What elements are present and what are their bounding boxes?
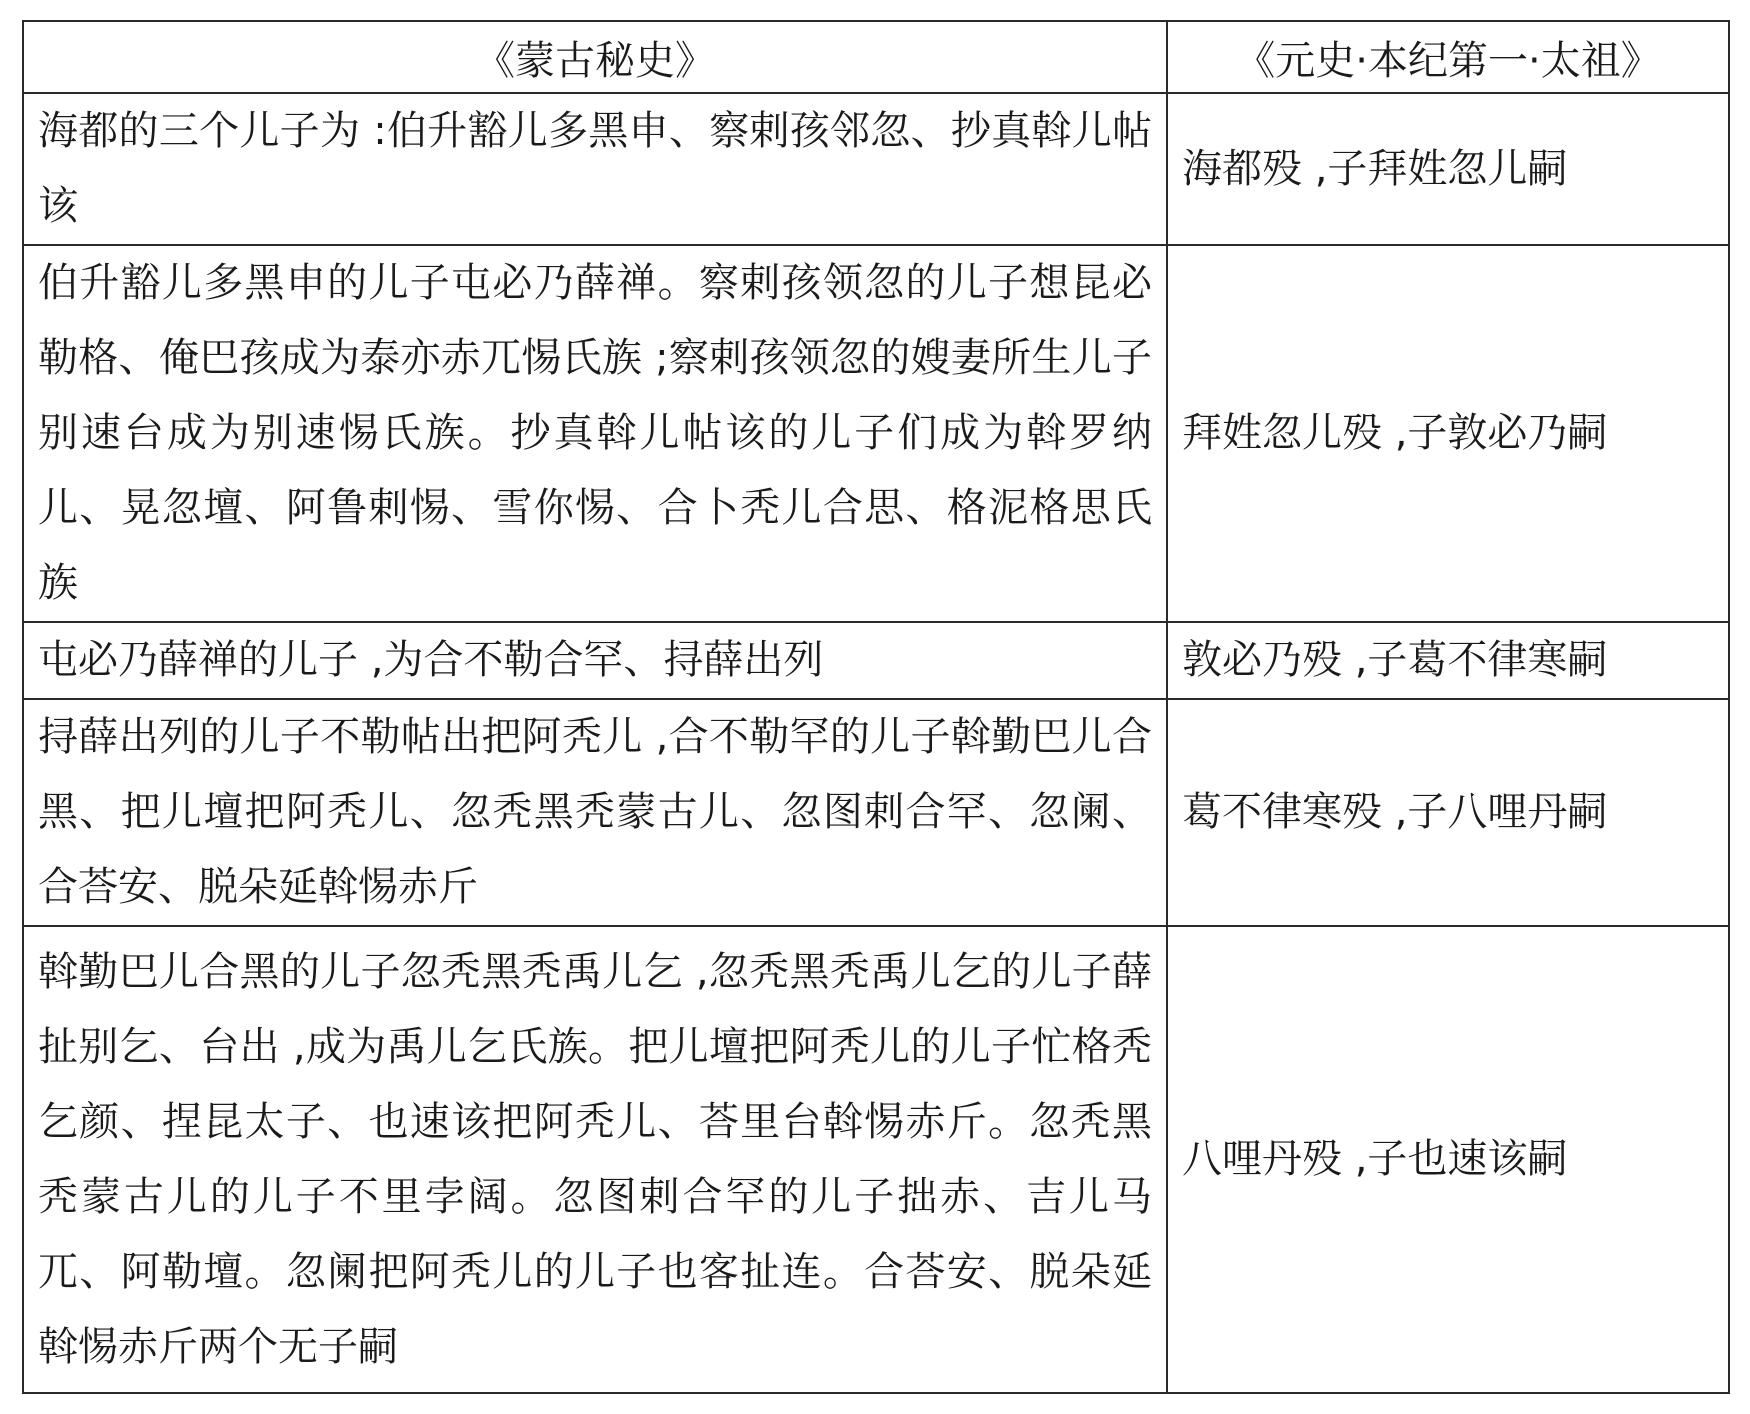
header-row: [23, 21, 1729, 93]
secret-history-cell: 挦薛出列的儿子不勒帖出把阿秃儿 ,合不勒罕的儿子斡勤巴儿合黑、把儿壇把阿秃儿、忽秃黑秃蒙古儿、忽图剌合罕、忽阑、合荅安、脱朵延斡惕赤斤: [23, 699, 1167, 926]
yuan-history-cell: 葛不律寒殁 ,子八哩丹嗣: [1167, 699, 1729, 926]
genealogy-comparison-table: [22, 20, 1730, 1394]
table-row: [23, 926, 1729, 1393]
yuan-history-cell: 八哩丹殁 ,子也速该嗣: [1167, 926, 1729, 1393]
header-yuan-history: 《元史·本纪第一·太祖》: [1167, 21, 1729, 93]
secret-history-cell: 伯升豁儿多黑申的儿子屯必乃薛禅。察剌孩领忽的儿子想昆必勒格、俺巴孩成为泰亦赤兀惕氏族 ;察剌孩领忽的嫂妻所生儿子别速台成为别速惕氏族。抄真斡儿帖该的儿子们成为斡罗纳儿、晃忽壇、阿鲁剌惕、雪你惕、合卜秃儿合思、格泥格思氏族: [23, 245, 1167, 622]
secret-history-cell: 海都的三个儿子为 :伯升豁儿多黑申、察剌孩邻忽、抄真斡儿帖该: [23, 93, 1167, 245]
secret-history-cell: 屯必乃薛禅的儿子 ,为合不勒合罕、挦薛出列: [23, 622, 1167, 699]
yuan-history-cell: 敦必乃殁 ,子葛不律寒嗣: [1167, 622, 1729, 699]
secret-history-cell: 斡勤巴儿合黑的儿子忽秃黑秃禹儿乞 ,忽秃黑秃禹儿乞的儿子薛扯别乞、台出 ,成为禹儿乞氏族。把儿壇把阿秃儿的儿子忙格秃乞颜、捏昆太子、也速该把阿秃儿、荅里台斡惕赤斤。忽秃黑秃蒙古儿的儿子不里孛阔。忽图剌合罕的儿子拙赤、吉儿马兀、阿勒壇。忽阑把阿秃儿的儿子也客扯连。合荅安、脱朵延斡惕赤斤两个无子嗣: [23, 926, 1167, 1393]
genealogy-comparison-sheet: [22, 20, 1728, 1394]
yuan-history-cell: 拜姓忽儿殁 ,子敦必乃嗣: [1167, 245, 1729, 622]
table-row: [23, 93, 1729, 245]
table-row: [23, 622, 1729, 699]
header-secret-history: 《蒙古秘史》: [23, 21, 1167, 93]
table-row: [23, 245, 1729, 622]
yuan-history-cell: 海都殁 ,子拜姓忽儿嗣: [1167, 93, 1729, 245]
table-row: [23, 699, 1729, 926]
